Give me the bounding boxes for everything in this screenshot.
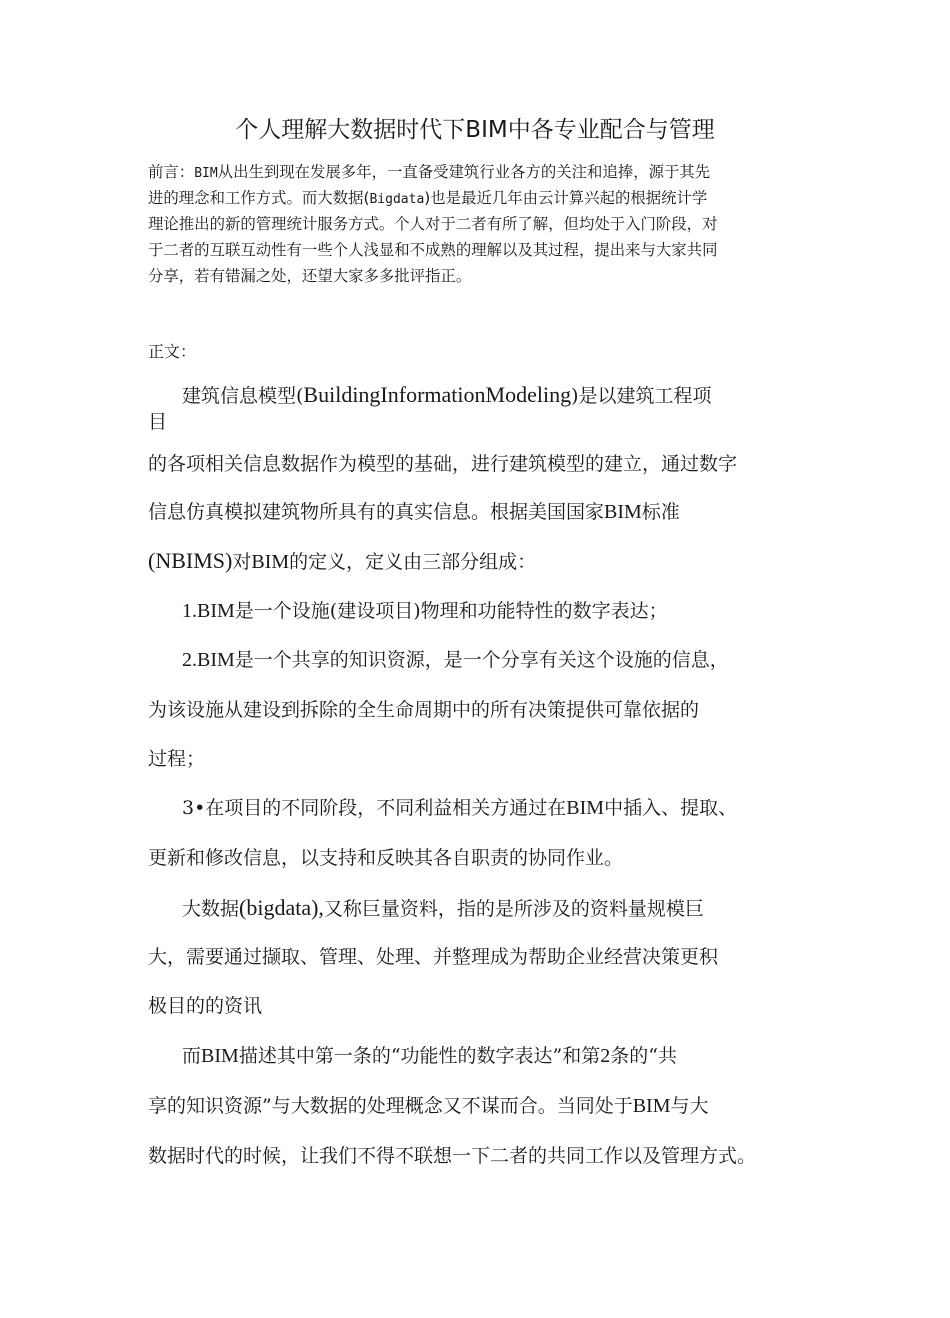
list-item-1-latin: BIM (197, 600, 235, 622)
bigdata-line-1-latin: (bigdata), (239, 895, 324, 920)
body-line-5-mid: 对 (232, 551, 252, 573)
preface-bigdata-term: Bigdata (369, 192, 425, 207)
body-line-1-latin: BuildingInformationModeling (303, 382, 572, 407)
list-item-2 (182, 646, 729, 674)
list-item-2-line-2: 为该设施从建设到拆除的全生命周期中的所有决策提供可靠依据的 (148, 699, 700, 721)
document-title: 个人理解大数据时代下BIM中各专业配合与管理 (235, 117, 715, 143)
list-item-1 (182, 597, 668, 625)
conclusion-line-1-number: 2 (600, 1045, 611, 1067)
body-line-2: 目 (148, 411, 168, 433)
body-line-4-start: 信息仿真模拟建筑物所具有的真实信息。根据美国国家 (148, 501, 605, 523)
conclusion-line-1-latin: BIM (201, 1045, 239, 1067)
preface-line-1 (148, 159, 808, 185)
preface-bim-term: BIM (194, 166, 218, 181)
body-line-5-end: 的定义，定义由三部分组成： (289, 551, 537, 573)
conclusion-line-1 (182, 1042, 677, 1070)
body-line-1-start: 建筑信息模型( (182, 385, 304, 407)
conclusion-line-1-end: 条的“共 (610, 1045, 677, 1067)
preface-line-1-text: 从出生到现在发展多年，一直备受建筑行业各方的关注和追捧，源于其先 (217, 163, 711, 181)
body-label: 正文： (148, 342, 197, 361)
body-line-3: 的各项相关信息数据作为模型的基础，进行建筑模型的建立，通过数字 (148, 453, 738, 475)
preface-line-3: 理论推出的新的管理统计服务方式。个人对于二者有所了解，但均处于入门阶段，对 (148, 215, 718, 233)
body-line-4-end: 标准 (641, 501, 680, 523)
preface-line-2-text: )也是最近几年由云计算兴起的根据统计学 (424, 189, 708, 207)
list-item-2-line-3: 过程； (148, 748, 206, 770)
preface-line-2 (148, 185, 808, 211)
list-item-3-line-2: 更新和修改信息，以支持和反映其各自职责的协同作业。 (148, 847, 624, 869)
list-item-2-latin: BIM (197, 649, 235, 671)
list-item-1-number: 1. (182, 600, 197, 622)
list-item-3-start: 3•在项目的不同阶段，不同利益相关方通过在 (182, 797, 567, 819)
body-line-5 (148, 547, 536, 576)
bigdata-line-3: 极目的的资讯 (148, 995, 263, 1017)
conclusion-line-2-start: 享的知识资源”与大数据的处理概念又不谋而合。当同处于 (148, 1095, 633, 1117)
conclusion-line-2 (148, 1092, 709, 1120)
body-line-4-latin: BIM (604, 501, 642, 523)
body-line-1 (182, 381, 712, 410)
preface-line-4: 于二者的互联互动性有一些个人浅显和不成熟的理解以及其过程，提出来与大家共同 (148, 241, 718, 259)
preface-line-2-start: 进的理念和工作方式。而大数据( (148, 189, 370, 207)
preface-label: 前言： (148, 163, 195, 181)
bigdata-line-2: 大，需要通过撷取、管理、处理、并整理成为帮助企业经营决策更积 (148, 946, 719, 968)
body-line-5-latin-2: BIM (251, 551, 290, 573)
list-item-3-latin: BIM (566, 797, 605, 819)
bigdata-line-1 (182, 894, 704, 923)
body-line-5-latin-1: (NBIMS) (148, 548, 233, 573)
conclusion-line-1-start: 而 (182, 1045, 202, 1067)
list-item-1-text: 是一个设施(建设项目)物理和功能特性的数字表达； (234, 600, 668, 622)
body-line-1-end: )是以建筑工程项 (571, 385, 712, 407)
bigdata-line-1-end: 又称巨量资料，指的是所涉及的资料量规模巨 (323, 898, 704, 920)
body-line-4 (148, 498, 680, 526)
conclusion-line-3: 数据时代的时候，让我们不得不联想一下二者的共同工作以及管理方式。 (148, 1145, 757, 1167)
list-item-2-text: 是一个共享的知识资源，是一个分享有关这个设施的信息， (234, 649, 729, 671)
preface-paragraph (148, 159, 808, 289)
conclusion-line-2-latin: BIM (632, 1095, 671, 1117)
conclusion-line-1-mid: 描述其中第一条的“功能性的数字表达”和第 (238, 1045, 601, 1067)
conclusion-line-2-end: 与大 (670, 1095, 709, 1117)
list-item-2-number: 2. (182, 649, 197, 671)
list-item-3 (182, 794, 737, 822)
list-item-3-end: 中插入、提取、 (604, 797, 738, 819)
bigdata-line-1-start: 大数据 (182, 898, 240, 920)
preface-line-5: 分享，若有错漏之处，还望大家多多批评指正。 (148, 267, 472, 285)
